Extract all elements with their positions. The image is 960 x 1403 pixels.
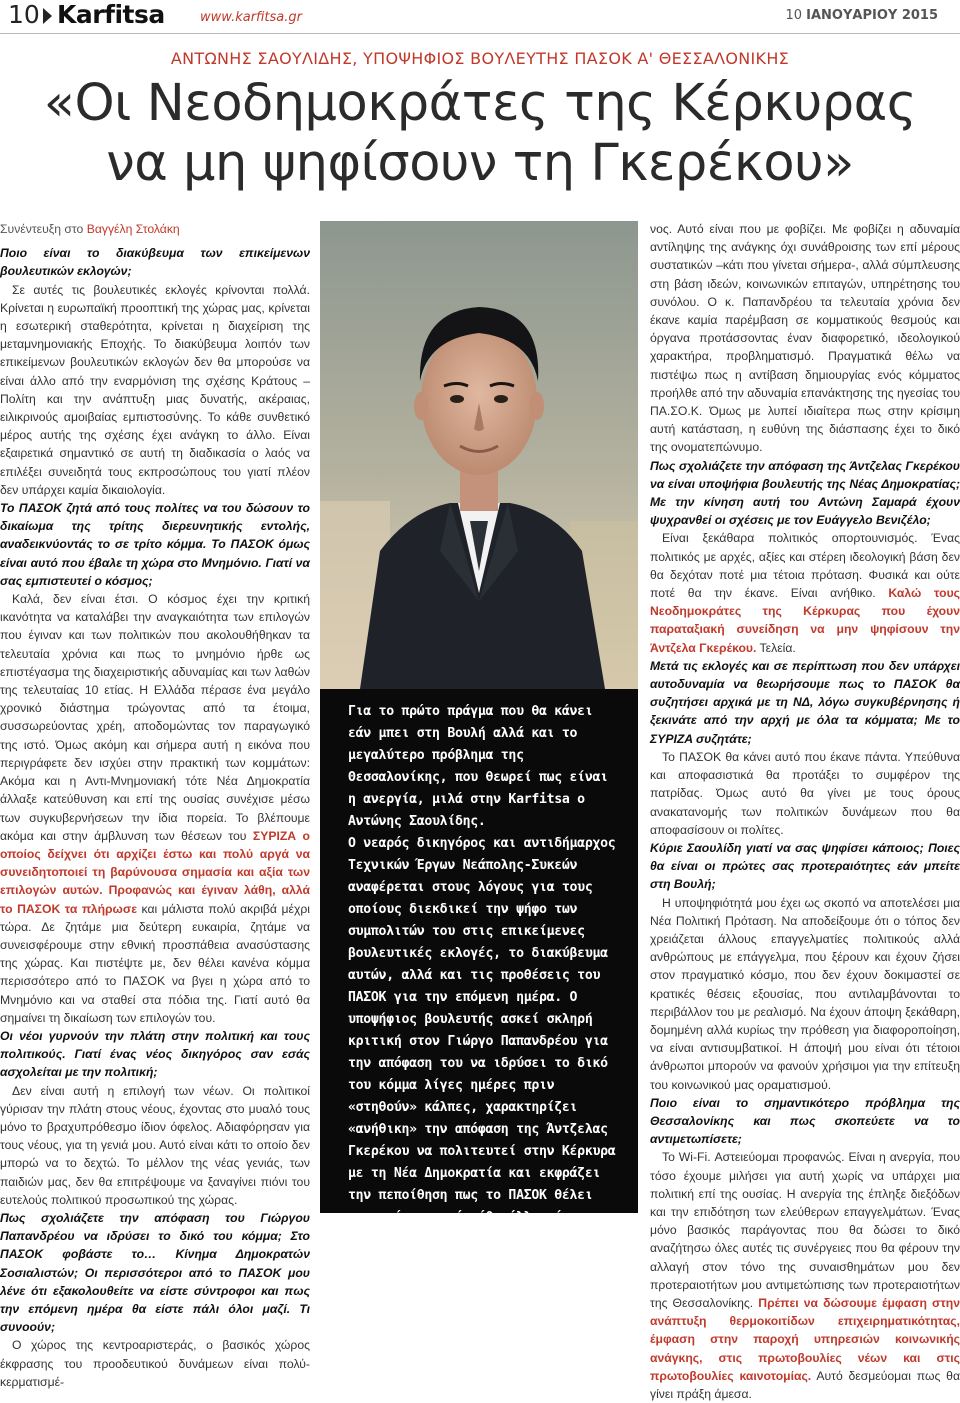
answer-2-part-1: Καλά, δεν είναι έτσι. Ο κόσμος έχει την κριτική ικανότητα να καταλάβει την αναγκαιότητα των επιλογών που έγιναν και των πολιτικών που ακολουθήθηκαν τα τελευταία χρόνια και πως το μνημόνιο ήρθε ως επιστέγασμα της διαχειριστικής αδυναμίας και των λαθών της τελευταίας 10 ετίας. Η Ελλάδα πέρασε ένα μεγάλο χρονικό διάστημα τρώγοντας από τα έτοιμα, συσσωρεύοντας χρέη, αποδομώντας τον παραγωγικό της ιστό. Όμως ακόμη και σήμερα αυτή η εικόνα που περιγράφετε δεν ισχύει στην πρακτική των κομμάτων: Ακόμα και η Αντι-Μνημονιακή τότε Νέα Δημοκρατία άλλαξε κατεύθυνση και επί της ουσίας συνέχισε μέσω των συγκυβερνήσεων την ίδια πορεία. Το βλέπουμε ακόμα και στην άμβλυνση των θέσεων του — [0, 592, 310, 843]
chevron-right-icon — [43, 8, 52, 24]
page-header — [0, 0, 960, 34]
answer-5 — [650, 529, 960, 656]
answer-4-start: Ο χώρος της κεντροαριστεράς, ο βασικός χώρος έκφρασης του προοδευτικού δυνάμεων είναι πολύ-κερματισμέ- — [0, 1338, 310, 1389]
question-5: Πως σχολιάζετε την απόφαση της Άντζελας Γκερέκου να είναι υποψήφια βουλευτής της Νέας Δημοκρατίας; Με την κίνηση αυτή του Αντώνη Σαμαρά έχουν ψυχρανθεί οι σχέσεις με τον Ευάγγελο Βενιζέλο; — [650, 458, 960, 528]
answer-4-continued: νος. Αυτό είναι που με φοβίζει. Με φοβίζει η αδυναμία αντίληψης της ανάγκης όχι συνάθροισης των επί μέρους συστατικών –κάτι που γίνεται σήμερα-, αλλά σύμπλευσης στη βάση ιδεών, κοινωνικών επιταγών, υπηρέτησης του συνόλου. Ο κ. Παπανδρέου τα τελευταία χρόνια δεν έκανε καμία παρέμβαση σε κομματικούς θεσμούς και όργανα προτάσσοντας έναν διαφορετικό, ιδεολογικού χαρακτήρα, προβληματισμό. Πραγματικά θέλω να πιστέψω πως η αντίβαση δημιουργίας ενός κόμματος προήλθε από την αδυναμία επανάκτησης της ηγεσίας του ΠΑ.ΣΟ.Κ. Όμως με λυπεί ιδιαίτερα πως στην κρίσιμη αυτή κατάσταση, η ευθύνη της διάσπασης έχει το δικό της ονοματεπώνυμο. — [650, 222, 960, 455]
header-divider — [0, 33, 960, 34]
question-7: Κύριε Σαουλίδη γιατί να σας ψηφίσει κάποιος; Ποιες θα είναι οι πρώτες σας προτεραιότητες εάν μπείτε στη Βουλή; — [650, 840, 960, 892]
question-2: Το ΠΑΣΟΚ ζητά από τους πολίτες να του δώσουν το δικαίωμα της τρίτης διερευνητικής εντολής, αναδεικνύοντάς το σε τρίτο κόμμα. Το ΠΑΣΟΚ όμως είναι αυτό που έβαλε τη χώρα στο Μνημόνιο. Γιατί να σας εμπιστευτεί ο κόσμος; — [0, 501, 310, 588]
answer-8-part-2: Αυτό δεσμεύομαι πως θα γίνει πράξη άμεσα. — [650, 1368, 960, 1401]
question-8: Ποιο είναι το σημαντικότερο πρόβλημα της Θεσσαλονίκης και πως σκοπεύετε να το αντιμετωπίσετε; — [650, 1095, 960, 1147]
headline-line-2: να μη ψηφίσουν τη Γκερέκου» — [106, 134, 854, 193]
left-column — [0, 220, 310, 1391]
answer-2 — [0, 590, 310, 1027]
publication-brand: Karfitsa — [57, 0, 165, 29]
answer-8 — [650, 1148, 960, 1403]
question-3: Οι νέοι γυρνούν την πλάτη στην πολιτική και τους πολιτικούς. Γιατί ένας νέος δικηγόρος σαν εσάς ασχολείται με την πολιτική; — [0, 1028, 310, 1080]
answer-2-part-2: και μάλιστα πολύ ακριβά μέχρι τώρα. Δε ζητάμε μια δεύτερη ευκαιρία, ζητάμε να συνεισφέρουμε στην εθνική προσπάθεια ανασύστασης της χώρας. Και πιστέψτε με, δεν θέλει κανένα κόμμα περισσότερο από το ΠΑΣΟΚ να βγει η χώρα από το Μνημόνιο και να σταθεί στα πόδια της. Γιατί αυτό θα σημαίνει τη δικαίωση των επιλογών του. — [0, 901, 310, 1025]
portrait-illustration — [320, 221, 638, 689]
right-column — [650, 220, 960, 1403]
question-1: Ποιο είναι το διακύβευμα των επικείμενων βουλευτικών εκλογών; — [0, 246, 310, 279]
site-url[interactable]: www.karfitsa.gr — [200, 10, 303, 25]
answer-8-part-1: Το Wi-Fi. Αστειεύομαι προφανώς. Είναι η ανεργία, που τόσο έχουμε μιλήσει για αυτή χωρίς να υπάρχει μια πολιτική επί της ουσίας. Η ανεργία της έπληξε διεξόδων και την επιδότηση των ελεύθερων επαγγελμάτων. Ένας μόνο βασικός παράγοντας που θα δώσει το δικό αναζήτησω όλες αυτές τις συνέργειες που θα φέρουν την αλλαγή στον τόνο της συναισθημάτων μου δεν προτεραιοτήτων μου αντιμετώπισης των προτεραιοτήτων της Θεσσαλονίκης. — [650, 1150, 960, 1310]
date-month-year: ΙΑΝΟΥΑΡΙΟΥ 2015 — [806, 8, 938, 23]
answer-8-highlight: Πρέπει να δώσουμε έμφαση στην ανάπτυξη θερμοκοιτίδων επιχειρηματικότητας, έμφαση στην παροχή υπηρεσιών κοινωνικής ανάγκης, στις πρωτοβουλίες νέων και στις πρωτοβουλίες καινοτομίας. — [650, 1295, 960, 1383]
answer-7: Η υποψηφιότητά μου έχει ως σκοπό να αποτελέσει μια Νέα Πολιτική Πρόταση. Να αποδείξουμε ότι ο τόπος δεν χρειάζεται άλλους επαγγελματίες πολιτικούς αλλά ανθρώπους με επάγγελμα, που ξέρουν και έχουν ζήσει στον πραγματικό κόσμο, που δεν έχουν δοκιμαστεί σε κρατικές θέσεις εξουσίας, που αντιλαμβάνονται το περιβάλλον του με ρεαλισμό. Να έχουν άποψη ξεκάθαρη, δομημένη αλλά κυρίως την πρόθεση για διαφοροποίηση, να είναι αντισυμβατικοί. Η άποψή μου είναι ότι τέτοιοι άνθρωποι μπορούν να φανούν χρήσιμοι για την επίτευξη του κοινωνικού μας οραματισμού. — [650, 895, 960, 1092]
article-kicker: ΑΝΤΩΝΗΣ ΣΑΟΥΛΙΔΗΣ, ΥΠΟΨΗΦΙΟΣ ΒΟΥΛΕΥΤΗΣ ΠΑΣΟΚ Α' ΘΕΣΣΑΛΟΝΙΚΗΣ — [170, 49, 790, 68]
answer-2-highlight: ΣΥΡΙΖΑ ο οποίος δείχνει ότι αρχίζει έστω και πολύ αργά να συνειδητοποιεί τη βαρύνουσα σημασία και αξία των επιλογών αυτών. Προφανώς και έγιναν λάθη, αλλά το ΠΑΣΟΚ τα πλήρωσε — [0, 828, 310, 916]
byline-prefix: Συνέντευξη στο — [0, 222, 87, 236]
date-day: 10 — [785, 8, 803, 23]
issue-date — [785, 8, 938, 23]
candidate-portrait-photo — [320, 221, 638, 689]
byline-author: Βαγγέλη Στολάκη — [86, 222, 180, 236]
page-number: 10 — [8, 0, 40, 29]
question-4: Πως σχολιάζετε την απόφαση του Γιώργου Παπανδρέου να ιδρύσει το δικό του κόμμα; Στο ΠΑΣΟΚ φοβάστε το… Κίνημα Δημοκρατών Σοσιαλιστών; Οι περισσότεροι από το ΠΑΣΟΚ μου λένε ότι εξακολουθείτε να είστε σύντροφοι και πως την επόμενη ημέρα θα είστε πάλι όλοι μαζί. Τι συνοούν; — [0, 1210, 310, 1335]
pull-quote-body: Ο νεαρός δικηγόρος και αντιδήμαρχος Τεχνικών Έργων Νεάπολης-Συκεών αναφέρεται στους λόγους για τους οποίους διεκδικεί την ψήφο των συμπολιτών του στις επικείμενες βουλευτικές εκλογές, το διακύβευμα αυτών, αλλά και τις προθέσεις του ΠΑΣΟΚ για την επόμενη ημέρα. Ο υποψήφιος βουλευτής ασκεί σκληρή κριτική στον Γιώργο Παπανδρέου για την απόφαση του να ιδρύσει το δικό του κόμμα λίγες ημέρες πριν «στηθούν» κάλπες, χαρακτηρίζει «ανήθικη» την απόφαση της Άντζελας Γκερέκου να πολιτευτεί στην Κέρκυρα με τη Νέα Δημοκρατία και εκφράζει την πεποίθηση πως το ΠΑΣΟΚ θέλει περισσότερο από κάθε άλλο κόμμα την έξοδο της χώρας από το μνημόνιο. — [348, 836, 616, 1247]
answer-5-part-2: Τελεία. — [756, 640, 796, 655]
headline-line-1: «Οι Νεοδημοκράτες της Κέρκυρας — [43, 74, 917, 133]
pull-quote-box — [320, 689, 638, 1247]
question-6: Μετά τις εκλογές και σε περίπτωση που δεν υπάρχει αυτοδυναμία να θεωρήσουμε πως το ΠΑΣΟΚ θα συζητήσει αρχικά με τη ΝΔ, λόγω συγκυβέρνησης ή ξεκινάτε από την αρχή με όλα τα κόμματα; Με το ΣΥΡΙΖΑ συζητάτε; — [650, 658, 960, 746]
answer-1: Σε αυτές τις βουλευτικές εκλογές κρίνονται πολλά. Κρίνεται η ευρωπαϊκή προοπτική της χώρας μας, κρίνεται η εσωτερική σταθερότητα, κρίνεται η διαχείριση της μεταμνημονιακής Εποχής. Το διακύβευμα λοιπόν των επικείμενων βουλευτικών εκλογών δεν θα μπορούσε να είναι άλλο από την εναρμόνιση της σχέσης Κράτους – Πολίτη και την ανάπτυξη μιας δυνατής, ακέραιας, ειλικρινούς αμοιβαίας εμπιστοσύνης. Το κάθε συνθετικό μέρος αυτής της σχέσης έχει ανάγκη το άλλο. Είναι εξαιρετικά σημαντικό σε αυτή τη διαδικασία ο λαός να επιλέξει συνειδητά τους εκπροσώπους του γιατί πλέον δεν υπάρχει καμία δικαιολογία. — [0, 282, 310, 497]
article-headline — [0, 74, 960, 194]
pull-quote-intro: Για το πρώτο πράγμα που θα κάνει εάν μπει στη Βουλή αλλά και το μεγαλύτερο πρόβλημα της Θεσσαλονίκης, που θεωρεί πως είναι η ανεργία, μιλά στην Karfitsa ο Αντώνης Σαουλίδης. — [348, 704, 608, 829]
answer-6: Το ΠΑΣΟΚ θα κάνει αυτό που έκανε πάντα. Υπεύθυνα και αποφασιστικά θα προτάξει το συμφέρον της πατρίδας. Όμως αυτό θα γίνει με τους όρους ανακατανομής των πολιτικών δυνάμεων που θα αποφασίσουν οι πολίτες. — [650, 749, 960, 837]
answer-3: Δεν είναι αυτή η επιλογή των νέων. Οι πολιτικοί γύρισαν την πλάτη στους νέους, έχοντας στο μυαλό τους μόνο το βραχυπρόθεσμο ίδιον όφελος. Αδιαφόρησαν για τους νέους, για τη γενιά μου. Αυτό είναι κάτι το οποίο δεν μπορώ να το δεχτώ. Το μέλλον της νέας γενιάς, των παιδιών μας, δεν θα επιτρέψουμε να ξαναγίνει πιόνι του ευτελούς πολιτικού προσωπικού της χώρας. — [0, 1083, 310, 1207]
byline — [0, 220, 310, 238]
answer-5-highlight: Καλώ τους Νεοδημοκράτες της Κέρκυρας που έχουν παραταξιακή συνείδηση να μην ψηφίσουν την Άντζελα Γκερέκου. — [650, 586, 960, 655]
answer-5-part-1: Είναι ξεκάθαρα πολιτικός οπορτουνισμός. Ένας πολιτικός με αρχές, αξίες και στέρεη ιδεολογική βάση δεν θα δεχόταν ποτέ μια τέτοια πρόταση. Φυσικά και ούτε ποτέ θα την έκανε. Είναι ανήθικο. — [650, 531, 960, 601]
